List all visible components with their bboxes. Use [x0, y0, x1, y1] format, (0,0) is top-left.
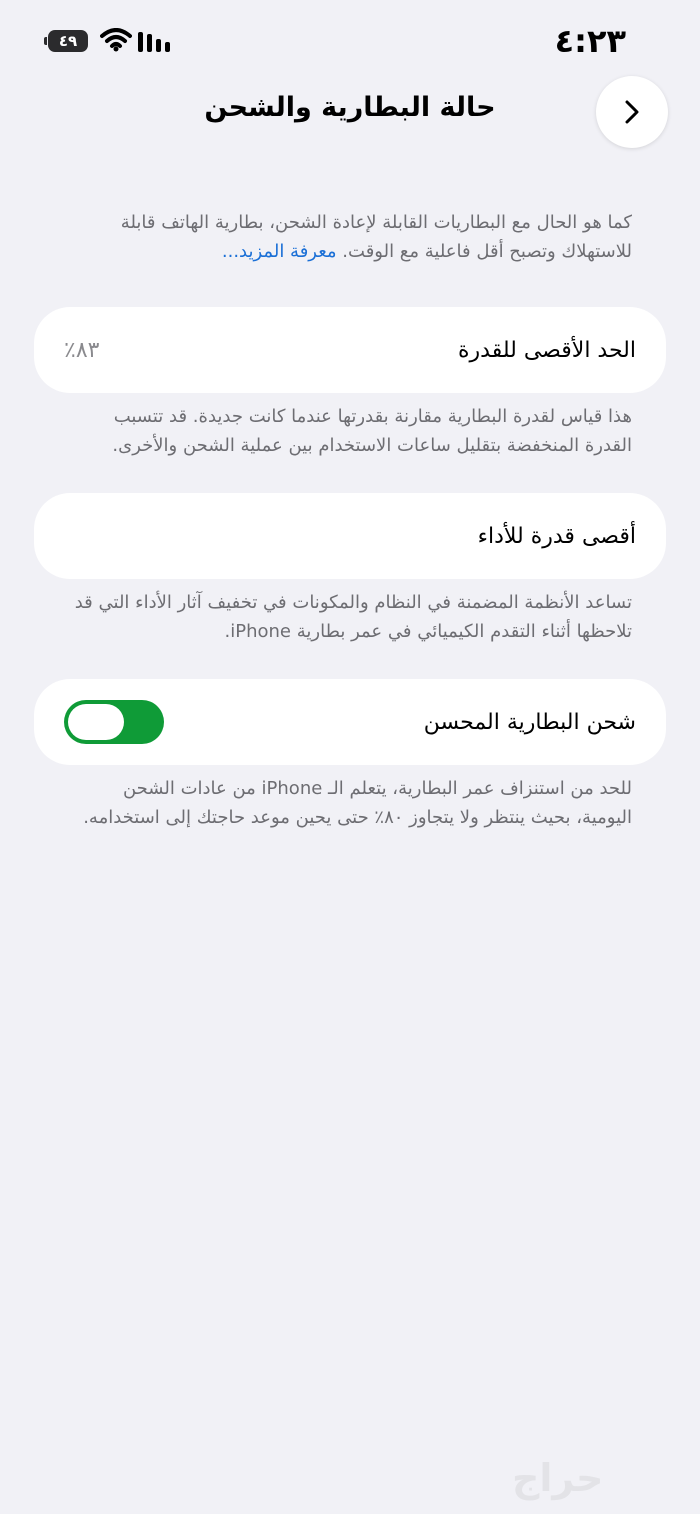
intro-text: كما هو الحال مع البطاريات القابلة لإعادة الشحن، بطارية الهاتف قابلة للاستهلاك وتصبح أقل فاعلية مع الوقت.: [120, 212, 632, 262]
intro-description: [68, 208, 632, 266]
optimized-charging-description: للحد من استنزاف عمر البطارية، يتعلم الـ iPhone من عادات الشحن اليومية، بحيث ينتظر ولا يتجاوز ٨٠٪ حتى يحين موعد حاجتك إلى استخدامه.: [83, 778, 632, 828]
wifi-icon: [100, 28, 132, 52]
learn-more-link[interactable]: معرفة المزيد...: [221, 241, 337, 262]
optimized-charging-row: [34, 679, 666, 765]
maximum-capacity-label: الحد الأقصى للقدرة: [458, 337, 636, 363]
peak-performance-description: تساعد الأنظمة المضمنة في النظام والمكونات في تخفيف آثار الأداء التي قد تلاحظها أثناء التقدم الكيميائي في عمر بطارية iPhone.: [74, 592, 632, 642]
battery-level: ٤٩: [58, 32, 78, 50]
page-title: حالة البطارية والشحن: [204, 92, 496, 123]
status-time: ٤:٢٣: [554, 22, 626, 60]
optimized-charging-label: شحن البطارية المحسن: [423, 709, 636, 735]
maximum-capacity-description: هذا قياس لقدرة البطارية مقارنة بقدرتها عندما كانت جديدة. قد تتسبب القدرة المنخفضة بتقليل ساعات الاستخدام بين عملية الشحن والأخرى.: [112, 406, 632, 456]
maximum-capacity-row: [34, 307, 666, 393]
signal-icon: [138, 30, 172, 52]
watermark-logo: حراج: [512, 1456, 604, 1500]
maximum-capacity-value: ٨٣٪: [64, 337, 100, 363]
peak-performance-label: أقصى قدرة للأداء: [477, 523, 636, 549]
toggle-knob: [68, 704, 124, 740]
chevron-right-icon: [619, 97, 645, 127]
optimized-charging-toggle[interactable]: [64, 700, 164, 744]
peak-performance-row: [34, 493, 666, 579]
battery-icon: [48, 30, 88, 52]
back-button[interactable]: [596, 76, 668, 148]
